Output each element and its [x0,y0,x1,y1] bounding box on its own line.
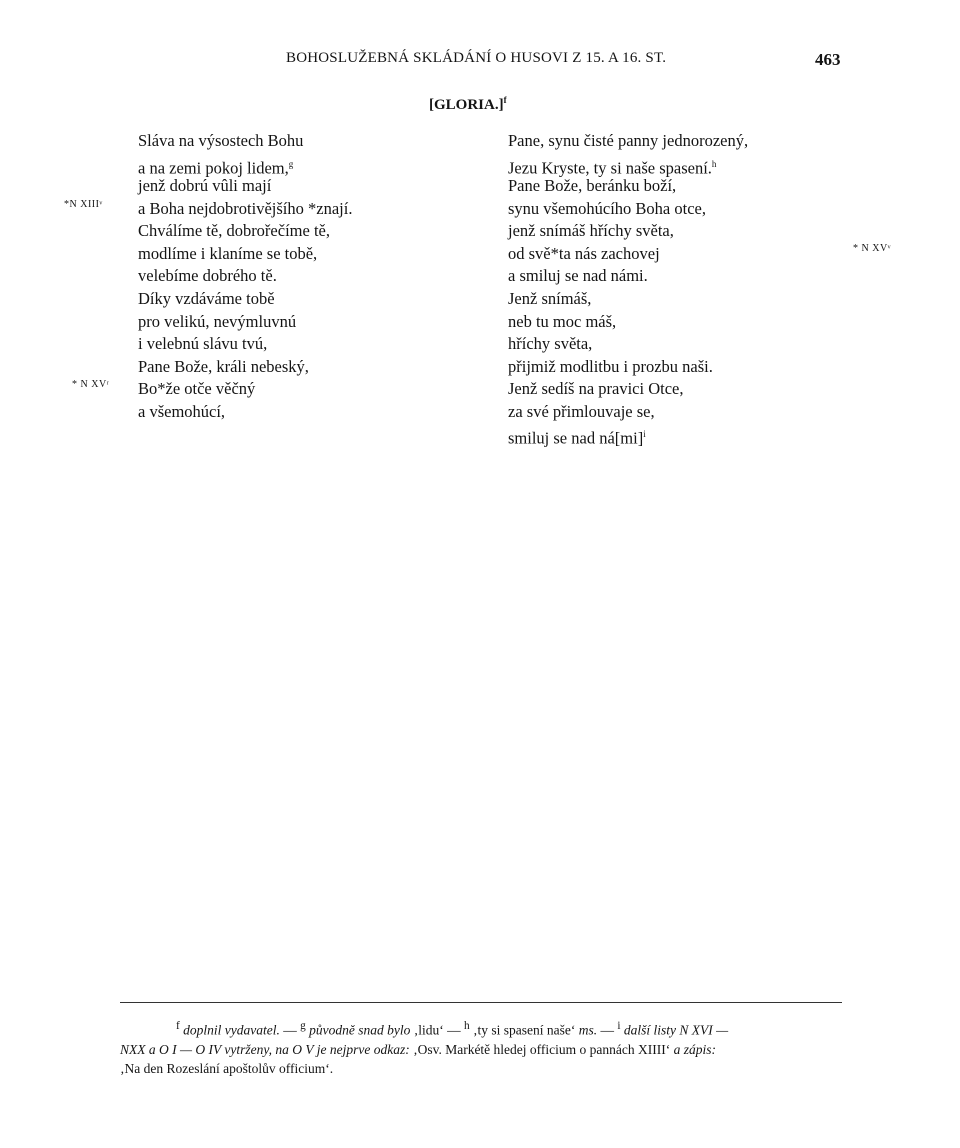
verse-line [508,130,748,153]
verse-text: Jenž sedíš na pravici Otce, [508,379,684,398]
verse-line [138,311,309,334]
verse-line [138,333,309,356]
section-title [429,95,507,114]
footnote-line-2-a: NXX a O I — O IV vytrženy, na O V je nejprve odkaz: [120,1041,410,1057]
verse-line [138,220,352,243]
verse-line [508,198,748,221]
verse-text: Díky vzdáváme tobě [138,289,275,308]
verse-text: Chválíme tě, dobrořečíme tě, [138,221,330,240]
verse-line [138,153,352,176]
marginal-folio-left-2: * N XVʳ [72,379,110,390]
marginal-folio-right-1: * N XVᵛ [853,243,892,254]
footnote-line-2-b: ‚Osv. Markétě hledej officium o pannách XIIII‘ [409,1041,674,1057]
verse-line [508,220,748,243]
verse-line [138,401,309,424]
verse-line [508,378,713,401]
verse-text: i velebnú slávu tvú, [138,334,268,353]
verse-line [508,401,713,424]
verse-line [138,356,309,379]
footnote-line-1 [120,1017,842,1040]
verse-text: a Boha nejdobrotivějšího *znají. [138,198,353,218]
verse-line [508,243,748,266]
right-stanza-2 [508,288,713,446]
footnote-f-text: doplnil vydavatel. [183,1022,280,1038]
footnote-mark-f: f [176,1020,180,1032]
verse-note-mark: i [643,429,646,439]
page-number: 463 [815,50,841,69]
verse-text: přijmiž modlitbu i prozbu naši. [508,356,713,376]
footnote-line-2-c: a zápis: [673,1041,716,1057]
verse-text: a na zemi pokoj lidem, [138,158,289,177]
verse-line [138,378,309,401]
left-stanza-1 [138,130,352,288]
verse-text: a smiluj se nad námi. [508,266,648,285]
footnote-h-quote: ‚ty si spasení naše‘ [469,1022,579,1038]
verse-text: Sláva na výsostech Bohu [138,131,304,150]
verse-line [138,265,352,288]
verse-text: za své přimlouvaje se, [508,401,655,421]
footnote-mark-g: g [300,1020,306,1032]
right-stanza-1 [508,130,748,288]
footnote-line-2 [120,1040,842,1059]
verse-note-mark: h [711,158,717,169]
marginal-folio-left-1: *N XIIIᵛ [64,199,103,210]
footnote-dash: — [279,1022,301,1038]
verse-line [508,288,713,311]
verse-line [138,243,352,266]
verse-line [508,175,748,198]
verse-text: od svě*ta nás zachovej [508,243,660,263]
verse-line [508,333,713,356]
footnote-dash: — [443,1022,464,1038]
verse-text: Bo*že otče věčný [138,379,256,398]
footnote-rule [120,1002,842,1003]
footnote-mark-i: i [617,1020,621,1032]
verse-text: a všemohúcí, [138,401,226,421]
verse-text: neb tu moc máš, [508,311,617,331]
running-title: BOHOSLUŽEBNÁ SKLÁDÁNÍ O HUSOVI Z 15. A 16. ST. [286,50,667,66]
verse-line [508,265,748,288]
verse-text: hříchy světa, [508,334,593,353]
verse-text: pro velikú, nevýmluvnú [138,311,297,331]
verse-text: smiluj se nad ná[mi] [508,428,644,448]
verse-text: modlíme i klaníme se tobě, [138,243,318,263]
verse-text: Pane Bože, králi nebeský, [138,356,309,376]
footnote-dash: — [597,1022,618,1038]
verse-line [508,356,713,379]
verse-line [508,311,713,334]
verse-text: velebíme dobrého tě. [138,266,277,285]
footnote-h-ms: ms. [578,1022,598,1038]
section-title-text: [GLORIA.] [429,97,504,113]
footnote-i-text: další listy N XVI — [620,1022,729,1038]
verse-text: jenž snímáš hříchy světa, [508,221,674,240]
footnote-g-text: původně snad bylo [309,1022,411,1038]
footnote-g-quote: ‚lidu‘ [410,1022,444,1038]
verse-line [508,423,713,446]
verse-text: Pane Bože, beránku boží, [508,176,677,195]
footnote-line-3: ‚Na den Rozeslání apoštolův officium‘. [120,1060,334,1076]
verse-text: Pane, synu čisté panny jednorozený, [508,131,749,150]
footnotes [120,1017,842,1078]
verse-text: Jenž snímáš, [508,289,592,308]
footnote-mark-h: h [463,1020,470,1032]
verse-text: synu všemohúcího Boha otce, [508,198,706,218]
verse-text: jenž dobrú vûli mají [138,176,272,195]
verse-line [138,198,352,221]
verse-line [138,288,309,311]
verse-line [138,175,352,198]
verse-line [508,153,748,176]
left-stanza-2 [138,288,309,423]
section-title-note-mark: f [503,95,507,105]
verse-note-mark: g [288,158,294,169]
verse-text: Jezu Kryste, ty si naše spasení. [508,158,712,177]
verse-line [138,130,352,153]
